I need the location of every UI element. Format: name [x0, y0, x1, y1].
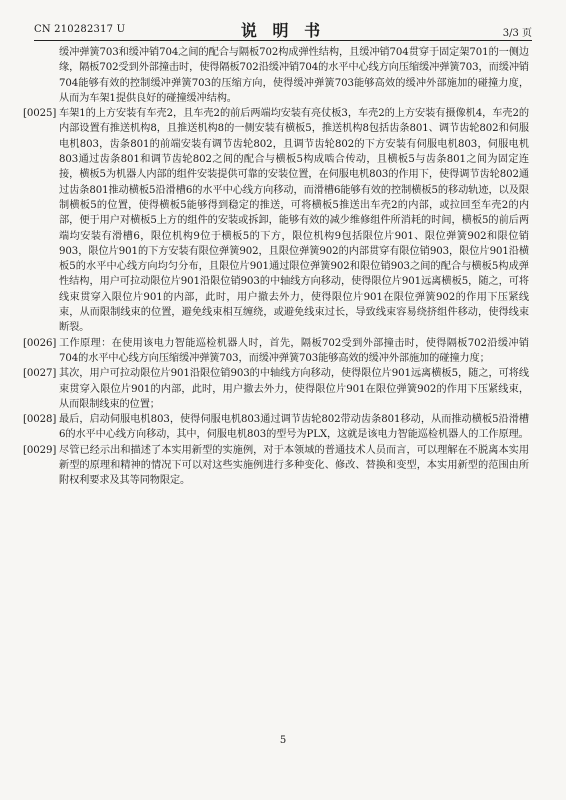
paragraph-number: [0027] [23, 368, 57, 380]
document-body [23, 45, 529, 489]
paragraph-text: 尽管已经示出和描述了本实用新型的实施例，对于本领域的普通技术人员而言，可以理解在不脱离本实用新型的原理和精神的情况下可以对这些实施例进行多种变化、修改、替换和变型，本实用新型的范围由所附权利要求及其等同物限定。 [59, 444, 529, 487]
paragraph-0026 [23, 336, 529, 367]
paragraph-text: 最后，启动伺服电机803，使得伺服电机803通过调节齿轮802带动齿条801移动，从而推动横板5沿滑槽6的水平中心线方向移动，其中，伺服电机803的型号为PLX，这就是该电力智能巡检机器人的工作原理。 [59, 414, 529, 441]
paragraph-text: 其次，用户可拉动限位片901沿限位销903的中轴线方向移动，使得限位片901远离横板5，随之，可将线束贯穿入限位片901的内部，此时，用户撤去外力，使得限位片901在限位弹簧902的作用下压紧线束，从而限制线束的位置； [59, 368, 529, 410]
publication-number: CN 210282317 U [34, 24, 126, 35]
page-header [34, 18, 532, 42]
paragraph-number: [0028] [23, 414, 57, 426]
paragraph-number: [0025] [23, 108, 57, 120]
page-count: 3/3 页 [502, 28, 532, 39]
page-number: 5 [279, 735, 287, 746]
paragraph-continuation [59, 45, 529, 106]
paragraph-0027 [23, 366, 529, 412]
paragraph-text: 工作原理：在使用该电力智能巡检机器人时，首先，隔板702受到外部撞击时，使得隔板702沿缓冲销704的水平中心线方向压缩缓冲弹簧703，而缓冲弹簧703能够高效的缓冲外部施加的碰撞力度； [59, 337, 529, 364]
paragraph-0029 [23, 443, 529, 489]
paragraph-0028 [23, 412, 529, 443]
document-title: 说 明 书 [240, 21, 326, 40]
paragraph-0025 [23, 106, 529, 335]
paragraph-text: 车架1的上方安装有车壳2，且车壳2的前后两端均安装有亮仗板3，车壳2的上方安装有摄像机4，车壳2的内部设置有推送机构8，且推送机构8的一侧安装有横板5，推送机构8包括齿条801、调节齿轮802和伺服电机803，齿条801的前端安装有调节齿轮802，且调节齿轮802的下方安装有伺服电机803，伺服电机803通过齿条801和调节齿轮802之间的配合与横板5构成啮合传动，且横板5与齿条801之间为固定连接，横板5为机器人内部的组件安装提供可靠的安装位置，在伺服电机803的作用下，使得调节齿轮802通过齿条801推动横板5沿滑槽6的水平中心线方向移动，而滑槽6能够有效的控制横板5的移动轨迹，以及限制横板5的位置，使得横板5能够得到稳定的推送，可将横板5推送出车壳2的内部，或拉回至车壳2的内部，便于用户对横板5上方的组件的安装或拆卸，能够有效的减少维修组件所消耗的时间，横板5的前后两端均安装有滑槽6，限位机构9位于横板5的下方，限位机构9包括限位片901、限位弹簧902和限位销903，限位片901的下方安装有限位弹簧902，且限位弹簧902的内部贯穿有限位销903，限位片901沿横板5的水平中心线方向均匀分布，且限位片901通过限位弹簧902和限位销903之间的配合与横板5构成弹性结构，用户可拉动限位片901沿限位销903的中轴线方向移动，使得限位片901远离横板5，随之，可将线束贯穿入限位片901的内部，此时，用户撤去外力，使得限位片901在限位弹簧902的作用下压紧线束，从而限制线束的位置，避免线束相互缠绕，或避免线束过长，导致线束容易绕挤组件移动，使得线束断裂。 [59, 108, 529, 334]
paragraph-number: [0026] [23, 337, 57, 349]
paragraph-text: 缓冲弹簧703和缓冲销704之间的配合与隔板702构成弹性结构，且缓冲销704贯穿于固定架701的一侧边缘，隔板702受到外部撞击时，使得隔板702沿缓冲销704的水平中心线方向压缩缓冲弹簧703，而缓冲销704能够有效的控制缓冲弹簧703的压缩方向，使得缓冲弹簧703能够高效的缓冲外部施加的碰撞力度，从而为车架1提供良好的碰撞缓冲结构。 [59, 47, 529, 104]
header-rule [34, 40, 532, 41]
paragraph-number: [0029] [23, 444, 57, 456]
